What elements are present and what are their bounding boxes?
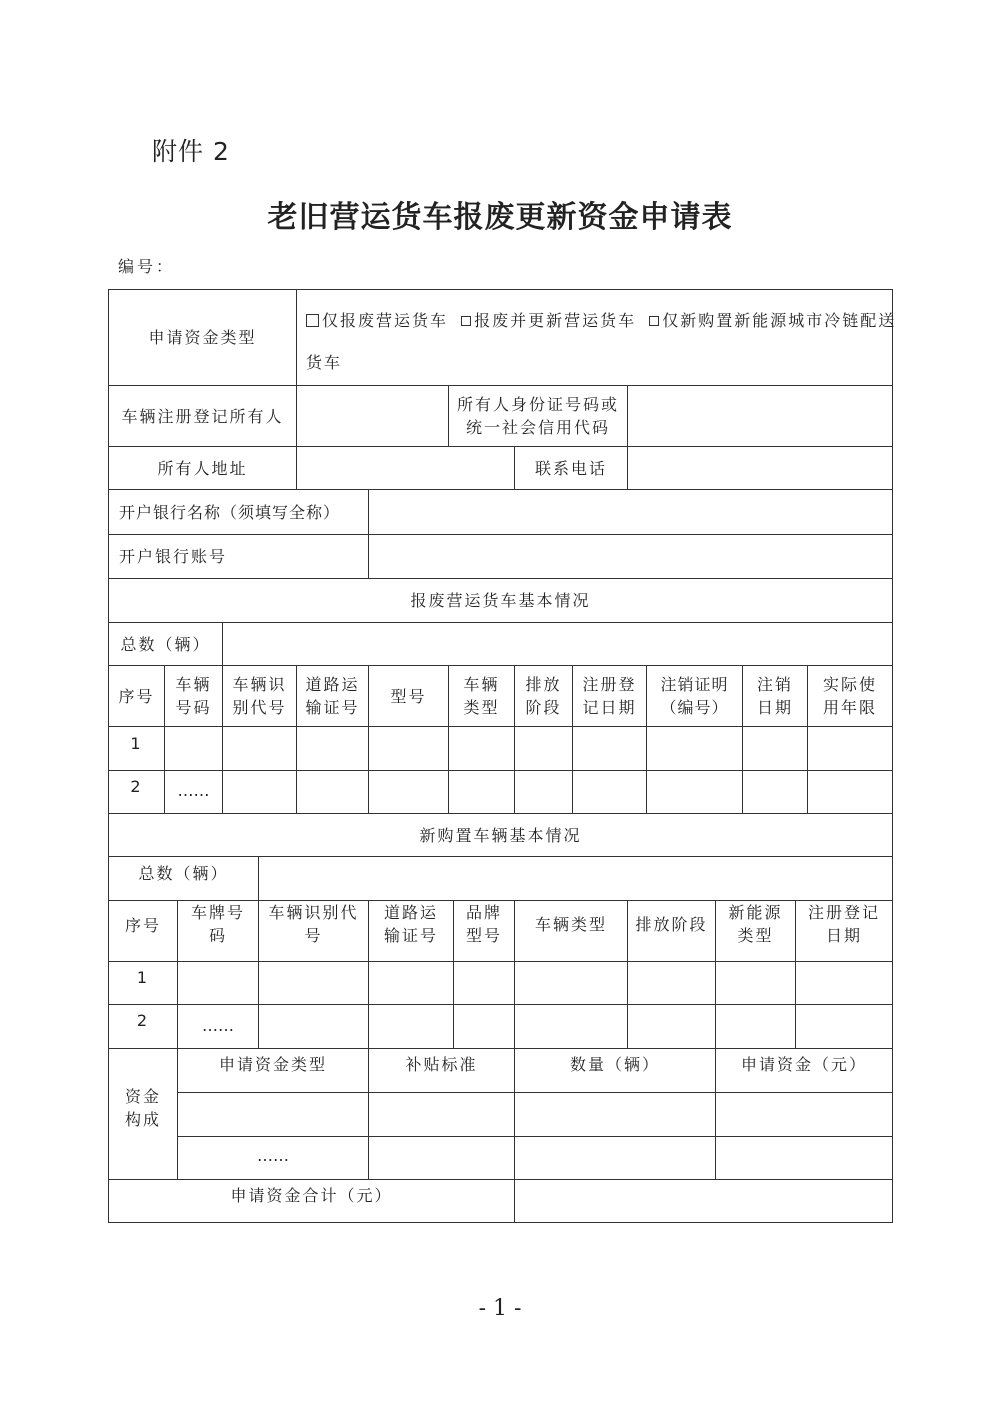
registered-owner-label: 车辆注册登记所有人 [121,406,284,426]
fund-type-label: 申请资金类型 [148,328,257,347]
phone-label: 联系电话 [534,458,607,478]
purchased-header-cell: 序号 [124,916,161,935]
scrapped-header-cell: 道路运 输证号 [305,675,360,717]
scrapped-header-cell: 排放 阶段 [525,675,562,717]
scrapped-row-number: 2 [130,776,143,796]
funds-total-label: 申请资金合计（元） [230,1185,393,1205]
option-scrap-only[interactable]: 仅报废营运货车 [306,311,448,330]
fund-type-options [306,300,897,384]
bank-name-field[interactable] [369,490,892,534]
purchased-total-label: 总数（辆） [138,863,229,883]
form-title: 老旧营运货车报废更新资金申请表 [267,200,733,235]
funds-row-ellipsis: …… [257,1145,289,1165]
purchased-row-number: 1 [136,968,150,987]
checkbox-icon[interactable] [649,316,659,326]
purchased-header-cell: 注册登记 日期 [807,903,880,945]
option-scrap-and-renew[interactable]: 报废并更新营运货车 [461,311,636,330]
owner-id-field[interactable] [628,386,892,446]
scrapped-header-cell: 车辆 类型 [463,675,500,717]
purchased-header-cell: 新能源 类型 [728,903,783,945]
purchased-row-ellipsis: …… [202,1015,234,1035]
scrapped-total-field[interactable] [223,623,892,665]
funds-section-label: 资金 构成 [124,1087,161,1129]
purchased-row-number: 2 [136,1011,150,1030]
scrapped-header-cell: 车辆识 别代号 [232,675,287,717]
funds-header-cell: 申请资金（元） [740,1054,867,1074]
funds-header-cell: 数量（辆） [569,1054,660,1074]
scrapped-section-title: 报废营运货车基本情况 [410,591,591,610]
purchased-header-cell: 车牌号 码 [190,903,245,945]
purchased-header-cell: 车辆识别代 号 [268,903,359,945]
funds-total-field[interactable] [515,1180,892,1222]
bank-name-label: 开户银行名称（须填写全称） [119,502,341,522]
scrapped-row-number: 1 [130,734,143,753]
purchased-header-cell: 道路运 输证号 [383,903,438,945]
scrapped-row-ellipsis: …… [177,780,210,800]
scrapped-total-label: 总数（辆） [120,634,211,654]
owner-address-label: 所有人地址 [157,458,248,478]
option-new-ev-cold-chain[interactable]: 仅新购置新能源城市冷链配送 [649,311,896,330]
owner-address-field[interactable] [297,447,514,489]
purchased-header-cell: 排放阶段 [635,914,708,934]
attachment-label: 附件 2 [152,137,230,166]
scrapped-header-cell: 型号 [390,686,427,706]
serial-number-label: 编号： [118,257,176,276]
scrapped-header-cell: 注册登 记日期 [582,675,637,717]
phone-field[interactable] [628,447,892,489]
purchased-section-title: 新购置车辆基本情况 [419,825,582,845]
purchased-header-cell: 车辆类型 [534,914,607,934]
scrapped-header-cell: 注销证明 （编号） [660,675,729,717]
checkbox-icon[interactable] [306,314,319,327]
funds-header-cell: 申请资金类型 [218,1054,327,1074]
scrapped-header-cell: 实际使 用年限 [822,675,877,717]
scrapped-header-cell: 注销 日期 [756,675,793,717]
bank-account-label: 开户银行账号 [119,547,228,566]
funds-header-cell: 补贴标准 [405,1054,478,1074]
scrapped-header-cell: 序号 [118,686,155,706]
scrapped-header-cell: 车辆 号码 [175,675,212,717]
option-new-ev-cold-chain-cont: 货车 [306,353,343,372]
registered-owner-field[interactable] [297,386,448,446]
page-number: - 1 - [478,1296,522,1321]
purchased-header-cell: 品牌 型号 [465,903,502,945]
checkbox-icon[interactable] [461,316,471,326]
bank-account-field[interactable] [369,535,892,578]
purchased-total-field[interactable] [259,857,892,900]
owner-id-label: 所有人身份证号码或 统一社会信用代码 [456,395,619,437]
